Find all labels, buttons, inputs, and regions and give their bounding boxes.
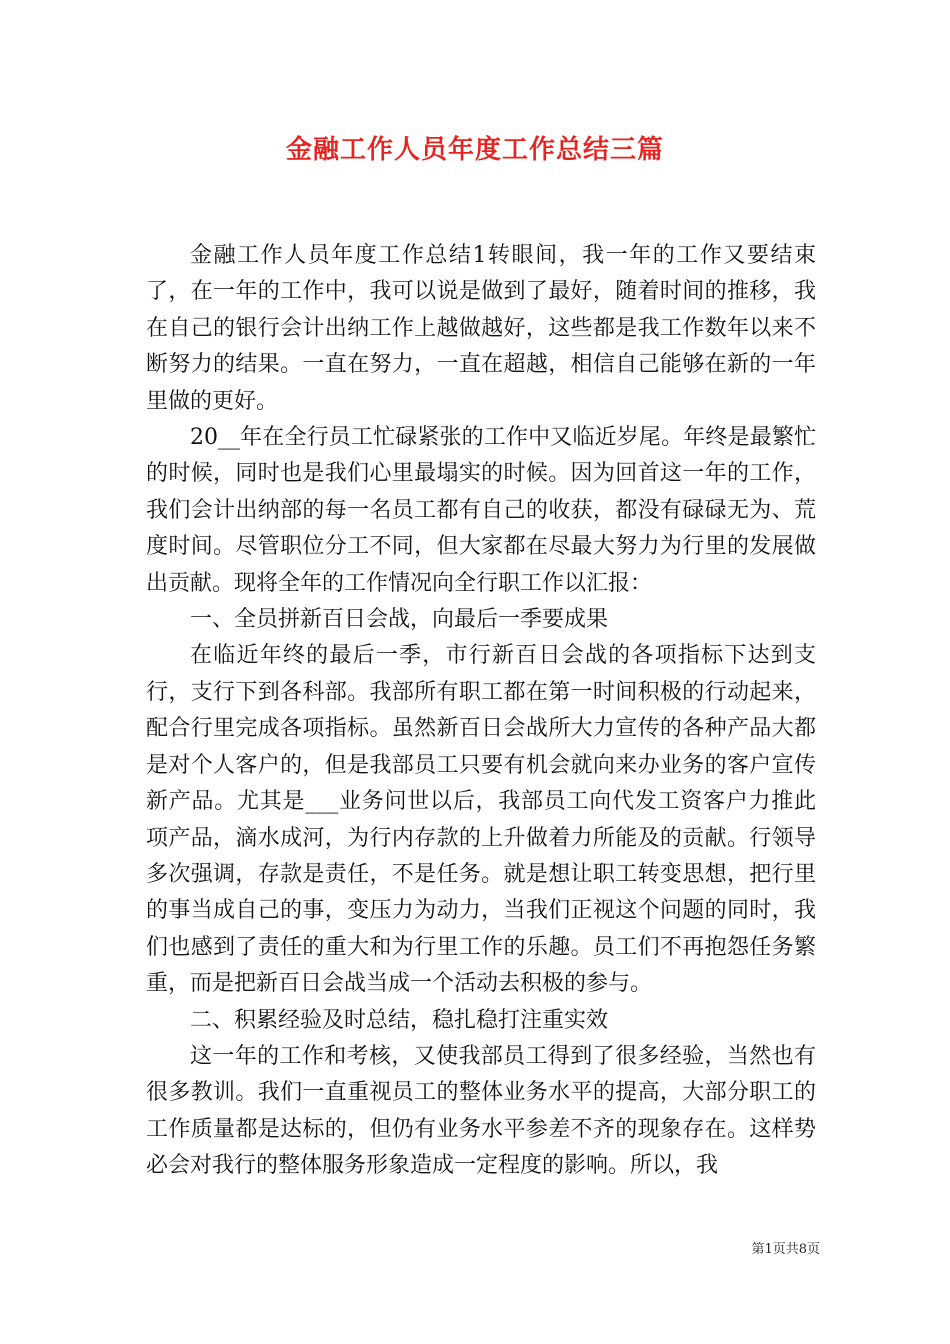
paragraph-overview: 20__年在全行员工忙碌紧张的工作中又临近岁尾。年终是最繁忙的时候，同时也是我们心里最塌实的时候。因为回首这一年的工作，我们会计出纳部的每一名员工都有自己的收获，都没有碌碌无为、荒度时间。尽管职位分工不同，但大家都在尽最大努力为行里的发展做出贡献。现将全年的工作情况向全行职工作以汇报： <box>146 425 816 596</box>
document-body <box>146 238 816 1185</box>
section-heading-1: 一、全员拼新百日会战，向最后一季要成果 <box>190 607 609 633</box>
paragraph-intro: 金融工作人员年度工作总结1转眼间，我一年的工作又要结束了，在一年的工作中，我可以说是做到了最好，随着时间的推移，我在自己的银行会计出纳工作上越做越好，这些都是我工作数年以来不断努力的结果。一直在努力，一直在超越，相信自己能够在新的一年里做的更好。 <box>146 243 816 414</box>
page-number-footer: 第1页共8页 <box>751 1242 820 1257</box>
paragraph-section-2: 这一年的工作和考核，又使我部员工得到了很多经验，当然也有很多教训。我们一直重视员工的整体业务水平的提高，大部分职工的工作质量都是达标的，但仍有业务水平参差不齐的现象存在。这样势必会对我行的整体服务形象造成一定程度的影响。所以，我 <box>146 1043 816 1179</box>
document-title: 金融工作人员年度工作总结三篇 <box>285 135 664 165</box>
section-heading-2: 二、积累经验及时总结，稳扎稳打注重实效 <box>190 1007 609 1033</box>
paragraph-section-1: 在临近年终的最后一季，市行新百日会战的各项指标下达到支行，支行下到各科部。我部所有职工都在第一时间积极的行动起来，配合行里完成各项指标。虽然新百日会战所大力宣传的各种产品大都是对个人客户的，但是我部员工只要有机会就向来办业务的客户宣传新产品。尤其是___业务问世以后，我部员工向代发工资客户力推此项产品，滴水成河，为行内存款的上升做着力所能及的贡献。行领导多次强调，存款是责任，不是任务。就是想让职工转变思想，把行里的事当成自己的事，变压力为动力，当我们正视这个问题的同时，我们也感到了责任的重大和为行里工作的乐趣。员工们不再抱怨任务繁重，而是把新百日会战当成一个活动去积极的参与。 <box>146 643 816 997</box>
